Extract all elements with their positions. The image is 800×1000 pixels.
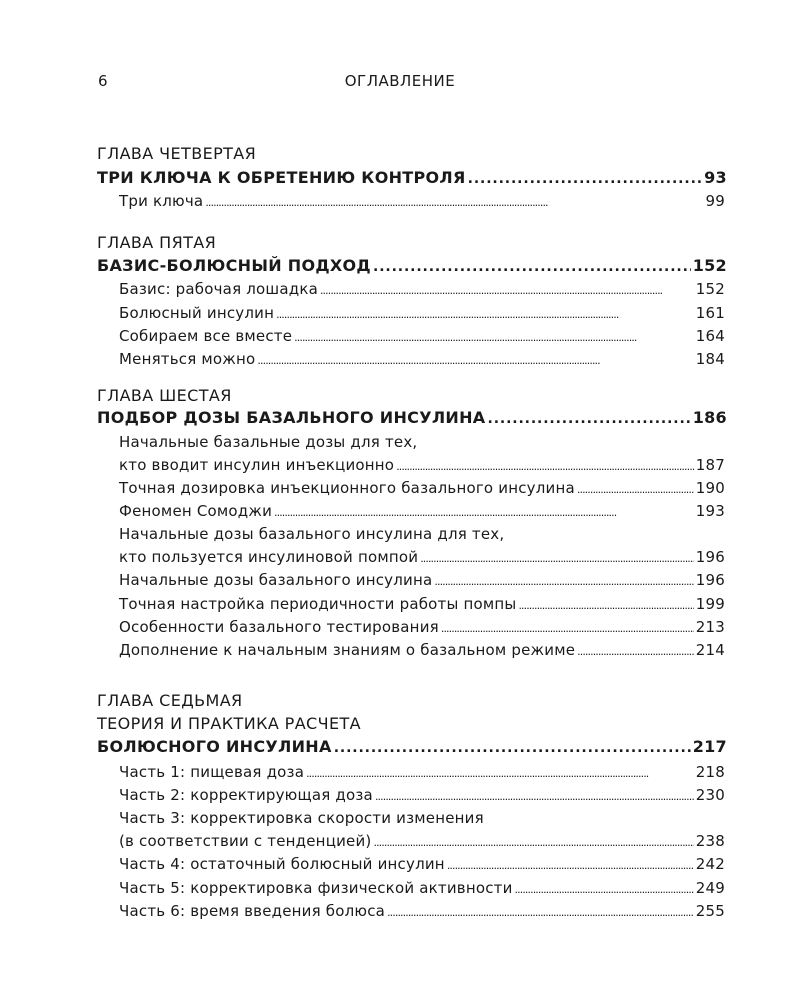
page-ref: 152 (695, 280, 725, 298)
toc-entry[interactable]: (в соответствии с тенденцией) . . . 238 (119, 829, 725, 853)
chapter-5-label: ГЛАВА ПЯТАЯ (97, 233, 217, 252)
chapter-7-label: ГЛАВА СЕДЬМАЯ (97, 691, 243, 710)
chapter-4-title[interactable]: ТРИ КЛЮЧА К ОБРЕТЕНИЮ КОНТРОЛЯ . . . 93 (97, 166, 727, 190)
chapter-6-title[interactable]: ПОДБОР ДОЗЫ БАЗАЛЬНОГО ИНСУЛИНА . . . 186 (97, 406, 727, 430)
page-ref: 161 (695, 304, 725, 322)
chapter-7-title[interactable]: БОЛЮСНОГО ИНСУЛИНА . . . 217 (97, 735, 727, 759)
page-header (0, 72, 800, 96)
toc-entry[interactable]: Часть 1: пищевая доза . . . 218 (119, 760, 725, 784)
page-ref: 196 (695, 571, 725, 589)
page-ref: 196 (695, 548, 725, 566)
toc-entry[interactable]: кто пользуется инсулиновой помпой . . . 196 (119, 545, 725, 569)
page-ref: 184 (695, 350, 725, 368)
chapter-7-title-line1[interactable]: ТЕОРИЯ И ПРАКТИКА РАСЧЕТА (97, 714, 362, 733)
toc-entry[interactable]: Собираем все вместе . . . 164 (119, 324, 725, 348)
toc-entry[interactable]: Часть 6: время введения болюса . . . 255 (119, 899, 725, 923)
page-ref: 186 (692, 408, 727, 427)
toc-entry-line1[interactable]: Начальные базальные дозы для тех, (119, 433, 418, 451)
toc-entry[interactable]: Точная дозировка инъекционного базального инсулина . . . 190 (119, 476, 725, 500)
toc-entry[interactable]: Меняться можно . . . 184 (119, 347, 725, 371)
toc-entry[interactable]: Часть 2: корректирующая доза . . . 230 (119, 783, 725, 807)
page-number: 6 (98, 72, 108, 90)
page-ref: 199 (695, 595, 725, 613)
page-ref: 152 (692, 256, 727, 275)
page-ref: 255 (695, 902, 725, 920)
page-ref: 164 (695, 327, 725, 345)
page-ref: 190 (695, 479, 725, 497)
page-ref: 249 (695, 879, 725, 897)
page-ref: 93 (704, 168, 727, 187)
page-ref: 187 (695, 456, 725, 474)
chapter-5-title[interactable]: БАЗИС-БОЛЮСНЫЙ ПОДХОД . . . 152 (97, 254, 727, 278)
page-ref: 99 (705, 192, 725, 210)
toc-entry[interactable]: Начальные дозы базального инсулина . . . 196 (119, 568, 725, 592)
chapter-4-label: ГЛАВА ЧЕТВЕРТАЯ (97, 144, 257, 163)
page-ref: 238 (695, 832, 725, 850)
page-ref: 230 (695, 786, 725, 804)
toc-entry-line1[interactable]: Начальные дозы базального инсулина для тех, (119, 525, 505, 543)
page-ref: 193 (695, 502, 725, 520)
page-ref: 213 (695, 618, 725, 636)
toc-entry[interactable]: Особенности базального тестирования . . . 213 (119, 615, 725, 639)
toc-entry[interactable]: кто вводит инсулин инъекционно . . . 187 (119, 453, 725, 477)
page-ref: 217 (692, 737, 727, 756)
toc-entry[interactable]: Точная настройка периодичности работы помпы . . . 199 (119, 592, 725, 616)
toc-entry[interactable]: Болюсный инсулин . . . 161 (119, 301, 725, 325)
toc-entry-line1[interactable]: Часть 3: корректировка скорости изменения (119, 809, 484, 827)
toc-entry[interactable]: Дополнение к начальным знаниям о базальном режиме . . . 214 (119, 638, 725, 662)
chapter-6-label: ГЛАВА ШЕСТАЯ (97, 386, 232, 405)
toc-entry[interactable]: Базис: рабочая лошадка . . . 152 (119, 277, 725, 301)
toc-entry[interactable]: Три ключа . . . 99 (119, 189, 725, 213)
running-title: ОГЛАВЛЕНИЕ (344, 72, 456, 90)
page-ref: 242 (695, 855, 725, 873)
toc-entry[interactable]: Часть 5: корректировка физической активности . . . 249 (119, 876, 725, 900)
page-ref: 214 (695, 641, 725, 659)
toc-entry[interactable]: Феномен Сомоджи . . . 193 (119, 499, 725, 523)
toc-entry[interactable]: Часть 4: остаточный болюсный инсулин . . . 242 (119, 852, 725, 876)
page-ref: 218 (695, 763, 725, 781)
